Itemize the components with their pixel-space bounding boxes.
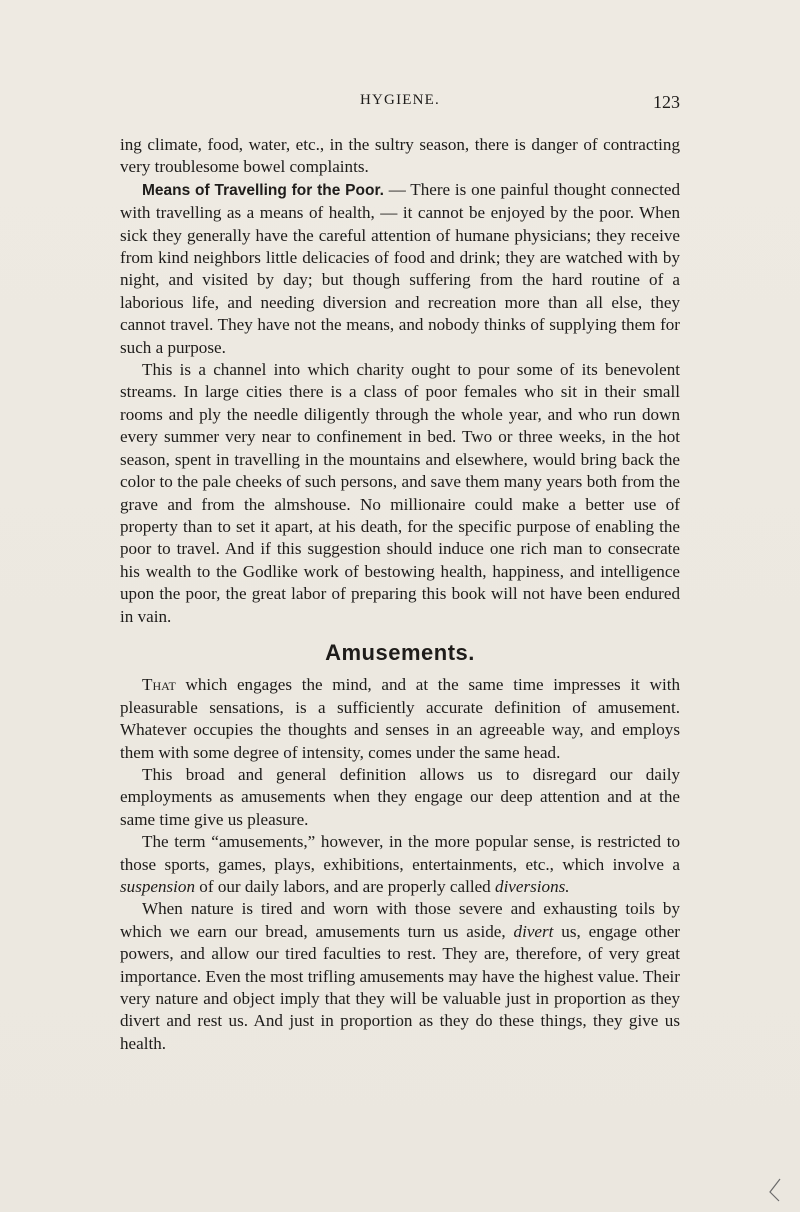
italic-word: divert	[513, 921, 554, 941]
paragraph-charity: This is a channel into which charity ought to pour some of its benevolent streams. In large cities there is a class of poor females who sit in their small rooms and ply the needle diligently through the whole year, and who run down every summer very near to confinement in bed. Two or three weeks, in the hot season, spent in travelling in the mountains and elsewhere, would bring back the color to the pale cheeks of such persons, and save them many years both from the grave and from the almshouse. No millionaire could make a better use of property than to set it apart, at his death, for the specific purpose of enabling the poor to travel. And if this suggestion should induce one rich man to consecrate his wealth to the Godlike work of bestowing health, happiness, and intelligence upon the poor, the great labor of preparing this book will not have been endured in vain.	[120, 360, 680, 626]
paragraph-text: — There is one painful thought connected with travelling as a means of health, — it cannot be enjoyed by the poor. When sick they generally have the careful attention of humane physicians; they receive from kind neighbors little delicacies of food and drink; they are watched with by night, and visited by day; but though suffering from the hard routine of a laborious life, and needing diversion and recreation more than all else, they cannot travel. They have not the means, and nobody thinks of supplying them for such a purpose.	[120, 179, 681, 357]
pencil-mark-icon	[768, 1178, 782, 1202]
lead-word: That	[142, 675, 176, 695]
page-number: 123	[653, 92, 680, 112]
paragraph-text: The term “amusements,” however, in the more popular sense, is restricted to those sports, games, plays, exhibitions, entertainments, etc., which involve a	[120, 832, 680, 874]
run-in-heading: Means of Travelling for the Poor.	[142, 181, 384, 199]
paragraph-text: us, engage other powers, and allow our tired faculties to rest. They are, therefore, of very great importance. Even the most trifling amusements may have the highest value. Their very nature and object imply that they will be valuable just in proportion as they divert and rest us. And just in proportion as they do these things, they give us health.	[120, 921, 680, 1053]
italic-word: diversions.	[495, 877, 570, 896]
page-body	[120, 134, 680, 1055]
paragraph-definition	[120, 674, 680, 764]
paragraph-text: When nature is tired and worn with those severe and exhausting toils by which we earn our bread, amusements turn us aside,	[120, 899, 680, 941]
paragraph-text: which engages the mind, and at the same time impresses it with pleasurable sensations, is a sufficiently accurate definition of amusement. Whatever occupies the thoughts and senses in an agreeable way, and employs them with some degree of intensity, comes under the same head.	[120, 675, 680, 762]
section-heading: Amusements.	[325, 639, 475, 665]
paragraph-travelling-poor	[120, 179, 680, 359]
paragraph-continuation: ing climate, food, water, etc., in the sultry season, there is danger of contracting very troublesome bowel complaints.	[120, 135, 680, 177]
paragraph-broad-definition: This broad and general definition allows us to disregard our daily employments as amusements when they engage our deep attention and at the same time give us pleasure.	[120, 764, 680, 829]
running-title: HYGIENE.	[359, 92, 440, 108]
italic-word: suspension	[120, 877, 196, 896]
paragraph-text: of our daily labors, and are properly called	[195, 877, 496, 896]
page-header	[120, 92, 680, 114]
paragraph-popular-sense	[120, 831, 680, 898]
paragraph-nature-tired	[120, 898, 680, 1055]
